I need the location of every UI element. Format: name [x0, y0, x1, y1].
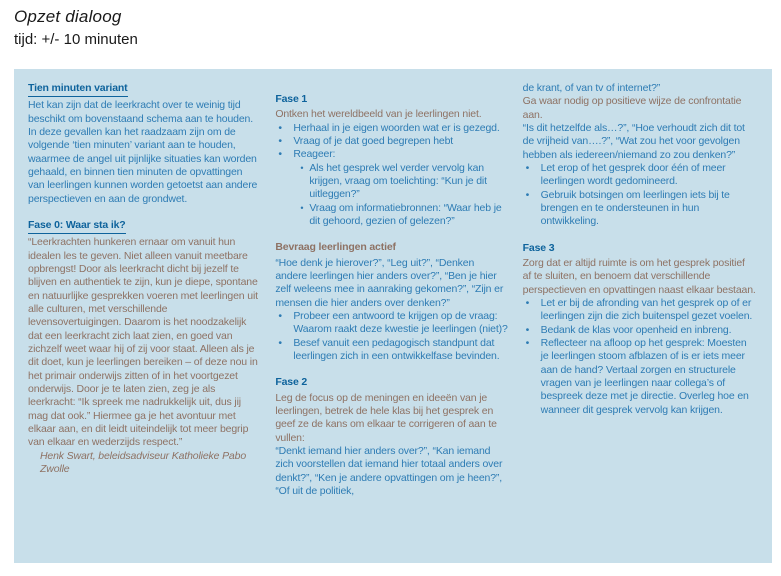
bullet-item: [523, 324, 756, 337]
paragraph: Ga waar nodig op positieve wijze de confrontatie aan.: [522, 95, 742, 121]
column-1: [28, 82, 261, 476]
column-3: [523, 82, 756, 417]
paragraph: “Hoe denk je hierover?”, “Leg uit?”, “Denken andere leerlingen hier anders over?”, “Ben je hier zelf weleens mee in aanraking gekomen?”, “Zijn er mensen die hier anders over denken?”: [275, 256, 504, 309]
paragraph: de krant, of van tv of internet?”: [522, 82, 661, 94]
paragraph: “Denkt iemand hier anders over?”, “Kan iemand zich voorstellen dat iemand hier totaal anders over denkt?”, “Ken je andere opvattingen om je heen?”, “Of uit de politiek,: [275, 444, 503, 497]
content-panel: [14, 69, 772, 563]
paragraph: “Is dit hetzelfde als…?”, “Hoe verhoudt zich dit tot de vrijheid van….?”, “Wat zou het voor gevolgen hebben als iedereen/niemand zo zou denken?”: [522, 121, 745, 161]
bullet-list: [523, 162, 756, 229]
bullet-text: Gebruik botsingen om leerlingen iets bij te brengen en te ondersteunen in hun ontwikkeling.: [540, 188, 730, 228]
page-title: Opzet dialoog: [14, 7, 122, 26]
section-heading: Tien minuten variant: [28, 82, 128, 97]
sub-bullet-item: • Als het gesprek wel verder vervolg kan krijgen, vraag om toelichting: “Kun je dit uitleggen?”: [300, 162, 508, 202]
section-heading: Fase 0: Waar sta ik?: [28, 219, 126, 234]
paragraph: “Leerkrachten hunkeren ernaar om vanuit hun idealen les te geven. Niet alleen vanuit meetbare opbrengst! Door als leerkracht dicht bij jezelf te blijven en authentiek te zijn, kun je diepe, spontane en natuurlijke gesprekken voeren met leerlingen uit alle culturen, met verschillende levensovertuigingen. Daarom is het noodzakelijk dat een leerkracht zich laat zien, en goed van zichzelf weet waar hij of zij voor staat. Alleen als je dit doet, kun je leerlingen bereiken – of deze nou in het primair onderwijs zitten of in het voortgezet onderwijs. Door je te laten zien, zeg je als leerkracht: “Ik spreek me nadrukkelijk uit, dus jij mag dat ook.” Hiermee ga je het avontuur met elkaar aan, en dit leidt uiteindelijk tot meer begrip van elkaar en wederzijds respect.”: [28, 236, 258, 449]
bullet-text: Herhaal in je eigen woorden wat er is gezegd.: [293, 121, 500, 134]
bullet-list: [523, 297, 756, 417]
time-estimate: tijd: +/- 10 minuten: [14, 31, 138, 48]
bullet-item: [523, 189, 756, 229]
bullet-item: [523, 162, 756, 189]
bullet-text: Vraag of je dat goed begrepen hebt: [293, 134, 454, 147]
bullet-list: [275, 122, 508, 229]
bullet-item: [275, 122, 508, 135]
bullet-text: Reflecteer na afloop op het gesprek: Moesten je leerlingen stoom afblazen of is er iets meer aan de hand? Vertaal zorgen en structurele vragen van je leerlingen naar collega’s of bespreek deze met je directie. Overleg hoe en wanneer dit gesprek vervolg kan krijgen.: [540, 336, 749, 416]
sub-bullet-list: [300, 162, 508, 229]
document-header: [0, 0, 781, 49]
column-2: [275, 82, 508, 498]
bullet-item: [523, 297, 756, 324]
paragraph: Ontken het wereldbeeld van je leerlingen niet.: [275, 108, 482, 121]
section-heading: Fase 1: [275, 93, 308, 105]
section-heading: Fase 3: [522, 241, 555, 254]
sub-bullet-item: • Vraag om informatiebronnen: “Waar heb je dit gehoord, gezien of gelezen?”: [300, 202, 508, 229]
bullet-text: Reageer:: [293, 148, 336, 161]
paragraph: Het kan zijn dat de leerkracht over te weinig tijd beschikt om bovenstaand schema aan te houden. In deze gevallen kan het raadzaam zijn om de volgende ‘tien minuten’ variant aan te houden, waarmee de angel uit pijnlijke situaties kan worden gehaald, en binnen tien minuten de opvattingen van leerlingen kunnen worden getoetst aan andere perspectieven en aan de grondwet.: [28, 99, 258, 205]
section-heading: Fase 2: [275, 376, 308, 389]
bullet-list: [275, 310, 508, 363]
bullet-text: Let er bij de afronding van het gesprek op of er leerlingen zijn die zich buitenspel gezet voelen.: [540, 296, 753, 323]
bullet-item: [275, 310, 508, 337]
bullet-text: Let erop of het gesprek door één of meer leerlingen wordt gedomineerd.: [540, 161, 726, 188]
bullet-item: [275, 135, 508, 148]
bullet-item: [523, 337, 756, 417]
bullet-text: Besef vanuit een pedagogisch standpunt dat leerlingen zich in een ontwikkelfase bevinden.: [293, 336, 500, 362]
bullet-item: [275, 148, 508, 228]
bullet-item: [275, 337, 508, 364]
quote-attribution: Henk Swart, beleidsadviseur Katholieke Pabo Zwolle: [40, 449, 247, 475]
section-heading: Bevraag leerlingen actief: [275, 241, 396, 254]
paragraph: Leg de focus op de meningen en ideeën van je leerlingen, betrek de hele klas bij het gesprek en geef ze de kans om elkaar te corrigeren of aan te vullen:: [275, 391, 497, 444]
paragraph: Zorg dat er altijd ruimte is om het gesprek positief af te sluiten, en benoem dat verschillende perspectieven en opvattingen naast elkaar bestaan.: [522, 256, 756, 296]
bullet-text: Probeer een antwoord te krijgen op de vraag: Waarom raakt deze kwestie je leerlingen (niet)?: [293, 309, 508, 336]
bullet-text: Bedank de klas voor openheid en inbreng.: [540, 323, 732, 336]
